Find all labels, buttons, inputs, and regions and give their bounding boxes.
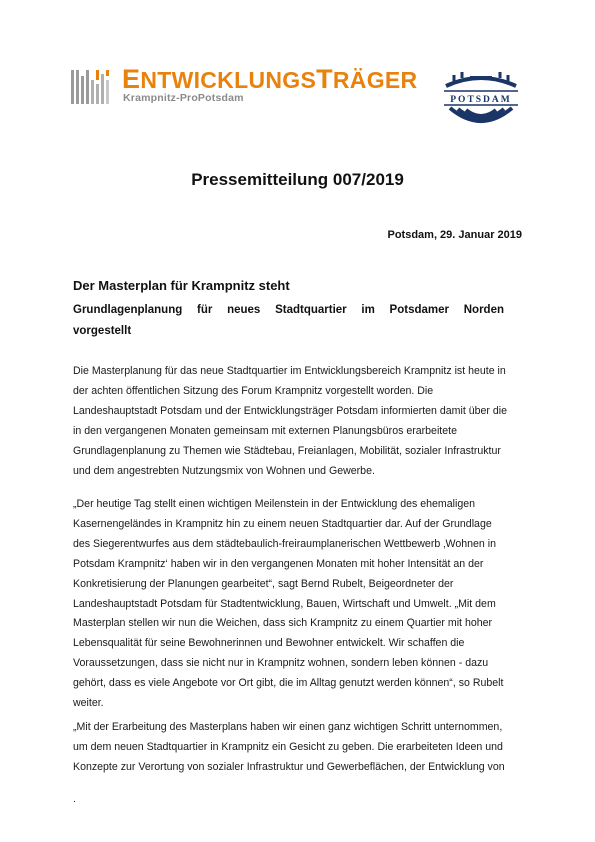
press-release-date: Potsdam, 29. Januar 2019 — [387, 229, 522, 241]
text-line: Lebensqualität für seine Bewohnerinnen und Bewohner entwickelt. Wir schaffen die — [73, 637, 465, 650]
headline: Der Masterplan für Krampnitz steht — [73, 278, 290, 293]
logo-subtitle: Krampnitz-ProPotsdam — [123, 92, 244, 104]
text-line: Masterplan stellen wir nun die Weichen, dass sich Krampnitz zu einem Quartier mit hoher — [73, 617, 493, 630]
text-line: des Siegerentwurfes aus dem städtebaulich-freiraumplanerischen Wettbewerb ‚Wohnen in — [73, 537, 496, 550]
text-line: Konkretisierung der Planungen gearbeitet“, sagt Bernd Rubelt, Beigeordneter der — [73, 577, 454, 590]
text-line: „Der heutige Tag stellt einen wichtigen Meilenstein in der Entwicklung des ehemaligen — [73, 498, 476, 510]
entwicklungstraeger-logo-mark-icon — [71, 70, 111, 104]
text-line: der achten öffentlichen Sitzung des Forum Krampnitz vorgestellt worden. Die — [73, 384, 434, 397]
press-release-title: Pressemitteilung 007/2019 — [191, 170, 404, 189]
subheadline-line: Grundlagenplanung für neues Stadtquartier im Potsdamer Norden — [73, 304, 504, 316]
text-line: „Mit der Erarbeitung des Masterplans haben wir einen ganz wichtigen Schritt unternommen, — [73, 721, 503, 733]
text-line: weiter. — [73, 697, 104, 710]
text-line: gehört, dass es viele Angebote vor Ort gibt, die im Alltag genutzt werden können“, so Rubelt — [73, 677, 504, 690]
text-line: Konzepte zur Verortung von sozialer Infrastruktur und Gewerbeflächen, der Entwicklung von — [73, 760, 505, 773]
text-line: Landeshauptstadt Potsdam für Stadtentwicklung, Bauen, Wirtschaft und Umwelt. „Mit dem — [73, 597, 496, 610]
potsdam-logo-text: POTSDAM — [450, 95, 512, 105]
text-line: in den vergangenen Monaten gemeinsam mit externen Planungsbüros erarbeitete — [73, 424, 457, 437]
text-line: und dem angestrebten Nutzungsmix von Wohnen und Gewerbe. — [73, 464, 375, 477]
text-line: Kasernengeländes in Krampnitz hin zu einem neuen Stadtquartier dar. Auf der Grundlage — [73, 517, 492, 530]
footer-mark: . — [73, 794, 76, 805]
text-line: um dem neuen Stadtquartier in Krampnitz ein Gesicht zu geben. Die erarbeiteten Ideen und — [73, 740, 503, 753]
subheadline-line: vorgestellt — [73, 325, 132, 337]
subheadline — [73, 300, 504, 342]
text-line: Landeshauptstadt Potsdam und der Entwicklungsträger Potsdam informierten damit über die — [73, 404, 507, 417]
text-line: Grundlagenplanung zu Themen wie Städtebau, Freianlagen, Mobilität, sozialer Infrastruktur — [73, 444, 501, 457]
body-paragraph-3 — [73, 718, 523, 778]
body-paragraph-1 — [73, 362, 523, 481]
logo-title: ENTWICKLUNGSTRÄGER — [122, 64, 418, 94]
text-line: Potsdam Krampnitz‘ haben wir in den vergangenen Monaten mit hoher Intensität an der — [73, 557, 484, 570]
body-paragraph-2 — [73, 495, 523, 714]
text-line: Voraussetzungen, dass sie nicht nur in Krampnitz wohnen, sondern leben können - dazu — [73, 657, 489, 670]
text-line: Die Masterplanung für das neue Stadtquartier im Entwicklungsbereich Krampnitz ist heute in — [73, 365, 506, 377]
